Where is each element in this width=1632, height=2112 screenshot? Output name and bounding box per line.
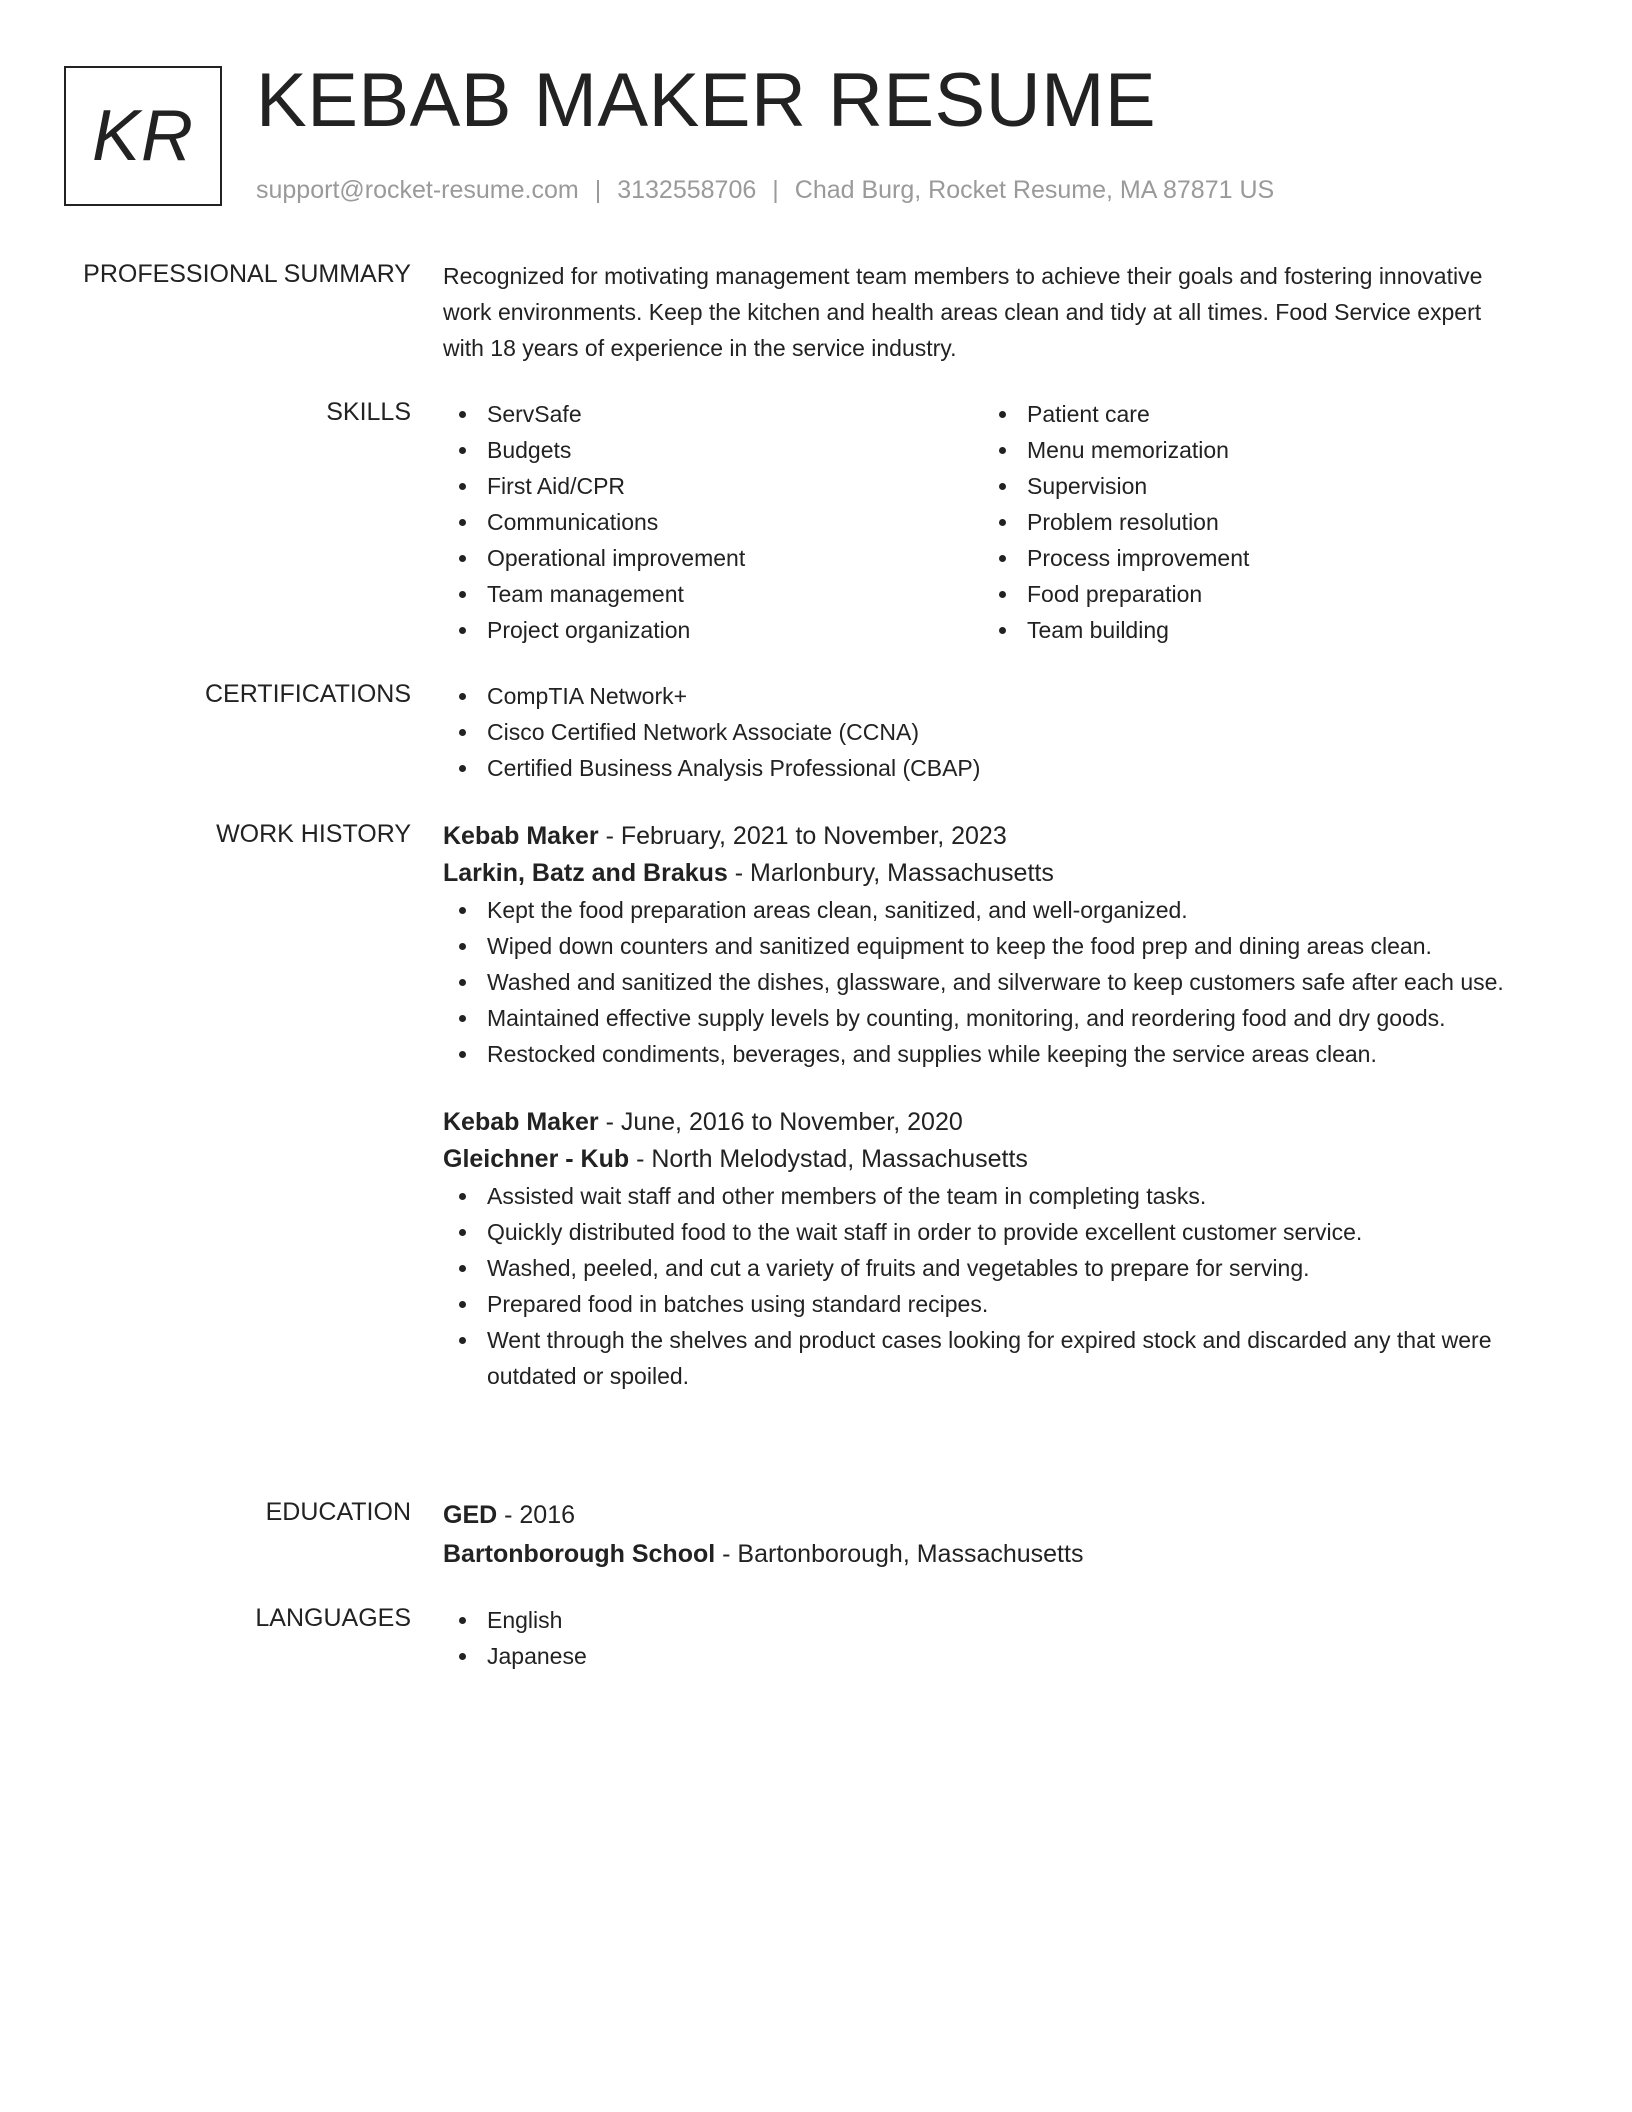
skill-item: Problem resolution [983,504,1523,540]
job-location: - North Melodystad, Massachusetts [629,1145,1028,1173]
job-company: Gleichner - Kub [443,1145,630,1173]
certification-item: CompTIA Network+ [443,678,1523,714]
skill-item: Patient care [983,396,1523,432]
section-label-summary: PROFESSIONAL SUMMARY [83,260,411,288]
skill-item: Communications [443,504,983,540]
section-label-certifications: CERTIFICATIONS [204,680,411,708]
skill-item: Operational improvement [443,540,983,576]
skill-item: First Aid/CPR [443,468,983,504]
job-title: Kebab Maker [443,822,599,850]
language-item: English [443,1602,1523,1638]
education-location: - Bartonborough, Massachusetts [715,1540,1084,1568]
job-duty: Washed, peeled, and cut a variety of fruits and vegetables to prepare for serving. [443,1250,1523,1286]
job-company-line [443,855,1523,892]
languages-list [443,1602,1523,1674]
job-title: Kebab Maker [443,1108,599,1136]
skill-item: Team building [983,612,1523,648]
contact-separator: | [772,176,779,204]
contact-separator: | [594,176,602,204]
job-duty: Assisted wait staff and other members of the team in completing tasks. [443,1178,1523,1214]
section-label-languages: LANGUAGES [255,1604,411,1632]
skill-item: Budgets [443,432,983,468]
skill-item: ServSafe [443,396,983,432]
job-dates: - June, 2016 to November, 2020 [598,1108,963,1136]
job-duties-list [443,1178,1523,1394]
certifications-body [443,678,1523,786]
skills-body [443,396,1523,648]
job-title-line [443,818,1523,855]
skill-item: Project organization [443,612,983,648]
work-history-body [443,818,1523,1394]
contact-phone: 3132558706 [617,176,757,204]
job-company-line [443,1141,1523,1178]
job-duty: Maintained effective supply levels by counting, monitoring, and reordering food and dry goods. [443,1000,1523,1036]
job-company: Larkin, Batz and Brakus [443,859,728,887]
job-duty: Prepared food in batches using standard recipes. [443,1286,1523,1322]
education-school-line [443,1535,1523,1574]
job-location: - Marlonbury, Massachusetts [727,859,1054,887]
job-title-line [443,1104,1523,1141]
job-duty: Restocked condiments, beverages, and supplies while keeping the service areas clean. [443,1036,1523,1072]
job-duties-list [443,892,1523,1072]
certification-item: Cisco Certified Network Associate (CCNA) [443,714,1523,750]
job-duty: Went through the shelves and product cases looking for expired stock and discarded any that were outdated or spoiled. [443,1322,1523,1394]
monogram-initials: KR [91,96,195,176]
job-duty: Kept the food preparation areas clean, sanitized, and well-organized. [443,892,1523,928]
contact-line [256,174,1274,206]
job-duty: Wiped down counters and sanitized equipment to keep the food prep and dining areas clean. [443,928,1523,964]
contact-email: support@rocket-resume.com [256,176,579,204]
languages-body [443,1602,1523,1674]
summary-body [443,258,1513,366]
job-entry [443,1104,1523,1394]
skill-item: Process improvement [983,540,1523,576]
education-degree: GED [443,1501,498,1529]
summary-text: Recognized for motivating management team members to achieve their goals and fostering innovative work environments. Keep the kitchen and health areas clean and tidy at all times. Food Service expert with 18 years of experience in the service industry. [443,263,1483,361]
skills-list-left [443,396,983,648]
section-label-education: EDUCATION [265,1498,411,1526]
language-item: Japanese [443,1638,1523,1674]
education-degree-line [443,1496,1523,1535]
education-body [443,1496,1523,1574]
section-label-skills: SKILLS [326,398,411,426]
job-duty: Washed and sanitized the dishes, glassware, and silverware to keep customers safe after each use. [443,964,1523,1000]
resume-title: KEBAB MAKER RESUME [256,58,1157,143]
monogram-box [64,66,222,206]
certifications-list [443,678,1523,786]
education-school: Bartonborough School [443,1540,716,1568]
certification-item: Certified Business Analysis Professional (CBAP) [443,750,1523,786]
skill-item: Menu memorization [983,432,1523,468]
skill-item: Supervision [983,468,1523,504]
skill-item: Team management [443,576,983,612]
job-dates: - February, 2021 to November, 2023 [598,822,1007,850]
skills-list-right [983,396,1523,648]
contact-address: Chad Burg, Rocket Resume, MA 87871 US [794,176,1275,204]
skill-item: Food preparation [983,576,1523,612]
job-entry [443,818,1523,1072]
education-year: - 2016 [497,1501,576,1529]
section-label-work-history: WORK HISTORY [216,820,411,848]
job-duty: Quickly distributed food to the wait staff in order to provide excellent customer service. [443,1214,1523,1250]
